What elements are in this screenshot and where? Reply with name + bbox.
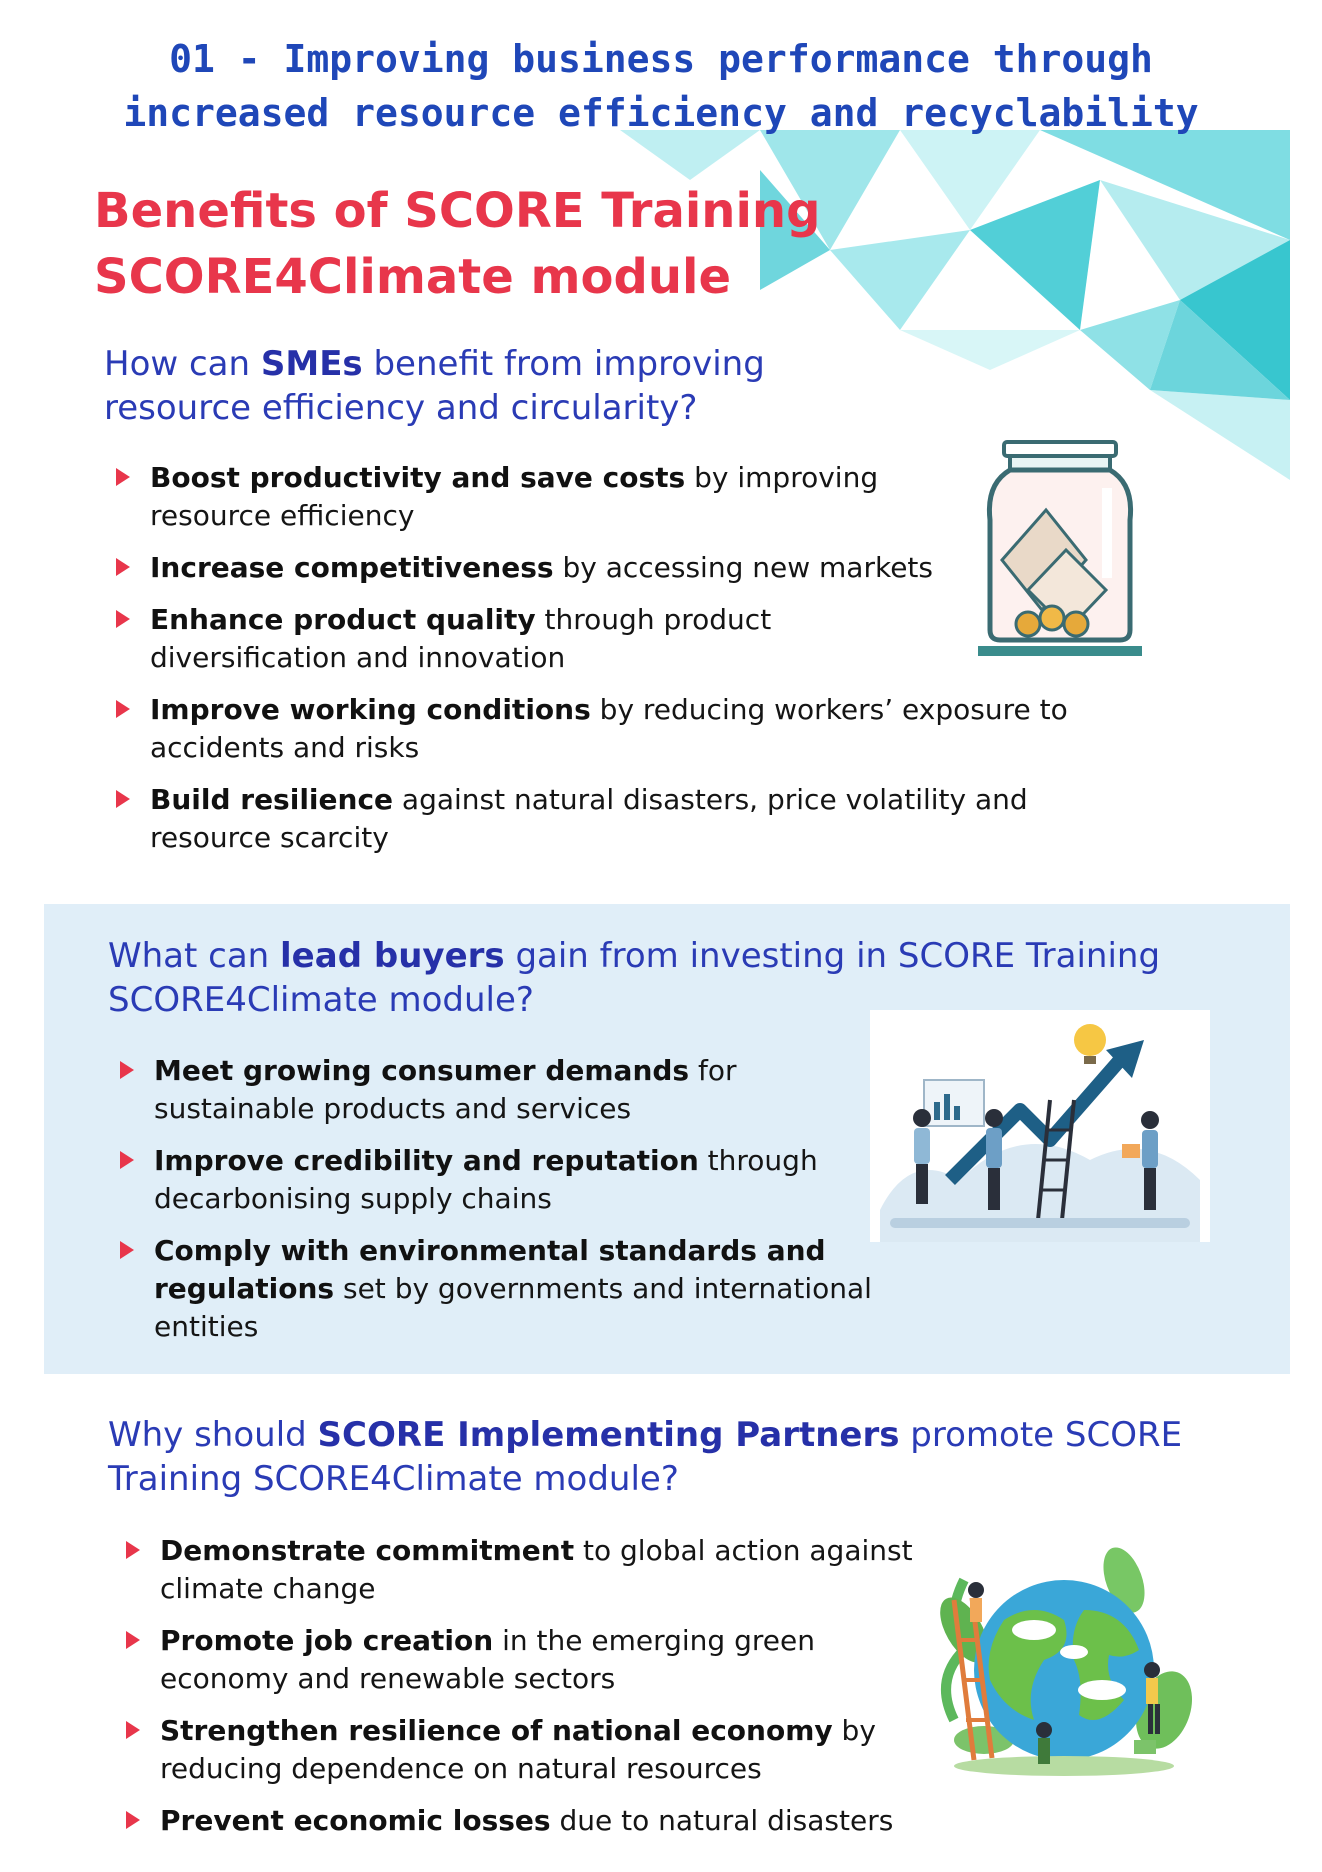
- list-item: Prevent economic losses due to natural disasters: [114, 1802, 994, 1840]
- lead-buyers-benefit-list: [108, 1052, 988, 1346]
- list-item: Promote job creation in the emerging green economy and renewable sectors: [114, 1622, 994, 1698]
- question-implementing-partners: Why should SCORE Implementing Partners promote SCORE Training SCORE4Climate module?: [108, 1415, 1183, 1499]
- question-lead-buyers: What can lead buyers gain from investing in SCORE Training SCORE4Climate module?: [108, 936, 1161, 1020]
- list-item: Demonstrate commitment to global action against climate change: [114, 1532, 994, 1608]
- bullet-arrow-icon: [116, 790, 130, 808]
- globe-people-icon: [924, 1540, 1204, 1780]
- partners-benefit-list: [114, 1532, 994, 1840]
- bullet-arrow-icon: [126, 1811, 140, 1829]
- bullet-arrow-icon: [116, 558, 130, 576]
- bullet-arrow-icon: [126, 1721, 140, 1739]
- business-growth-team-icon: [870, 1010, 1210, 1242]
- bullet-arrow-icon: [120, 1151, 134, 1169]
- list-item: Increase competitiveness by accessing new markets: [104, 549, 1164, 587]
- bullet-arrow-icon: [120, 1241, 134, 1259]
- list-item: Enhance product quality through product diversification and innovation: [104, 601, 1164, 677]
- bullet-arrow-icon: [126, 1631, 140, 1649]
- page-header-line2: increased resource efficiency and recyclability: [123, 91, 1199, 135]
- page-title: [94, 178, 820, 310]
- list-item: Strengthen resilience of national economy by reducing dependence on natural resources: [114, 1712, 994, 1788]
- list-item: Improve working conditions by reducing workers’ exposure to accidents and risks: [104, 691, 1164, 767]
- bullet-arrow-icon: [116, 468, 130, 486]
- page-header-line1: 01 - Improving business performance through: [169, 37, 1153, 81]
- page-header: [0, 32, 1322, 140]
- bullet-arrow-icon: [116, 610, 130, 628]
- list-item: Boost productivity and save costs by improving resource efficiency: [104, 459, 1164, 535]
- list-item: Improve credibility and reputation through decarbonising supply chains: [108, 1142, 988, 1218]
- question-smes: How can SMEs benefit from improving resource efficiency and circularity?: [104, 344, 765, 428]
- list-item: Comply with environmental standards and regulations set by governments and international entities: [108, 1232, 988, 1346]
- bullet-arrow-icon: [126, 1541, 140, 1559]
- title-line1: Benefits of SCORE Training: [94, 183, 821, 239]
- bullet-arrow-icon: [120, 1061, 134, 1079]
- list-item: Build resilience against natural disasters, price volatility and resource scarcity: [104, 781, 1164, 857]
- bullet-arrow-icon: [116, 700, 130, 718]
- list-item: Meet growing consumer demands for sustainable products and services: [108, 1052, 988, 1128]
- title-line2: SCORE4Climate module: [94, 249, 732, 305]
- savings-jar-icon: [976, 440, 1144, 662]
